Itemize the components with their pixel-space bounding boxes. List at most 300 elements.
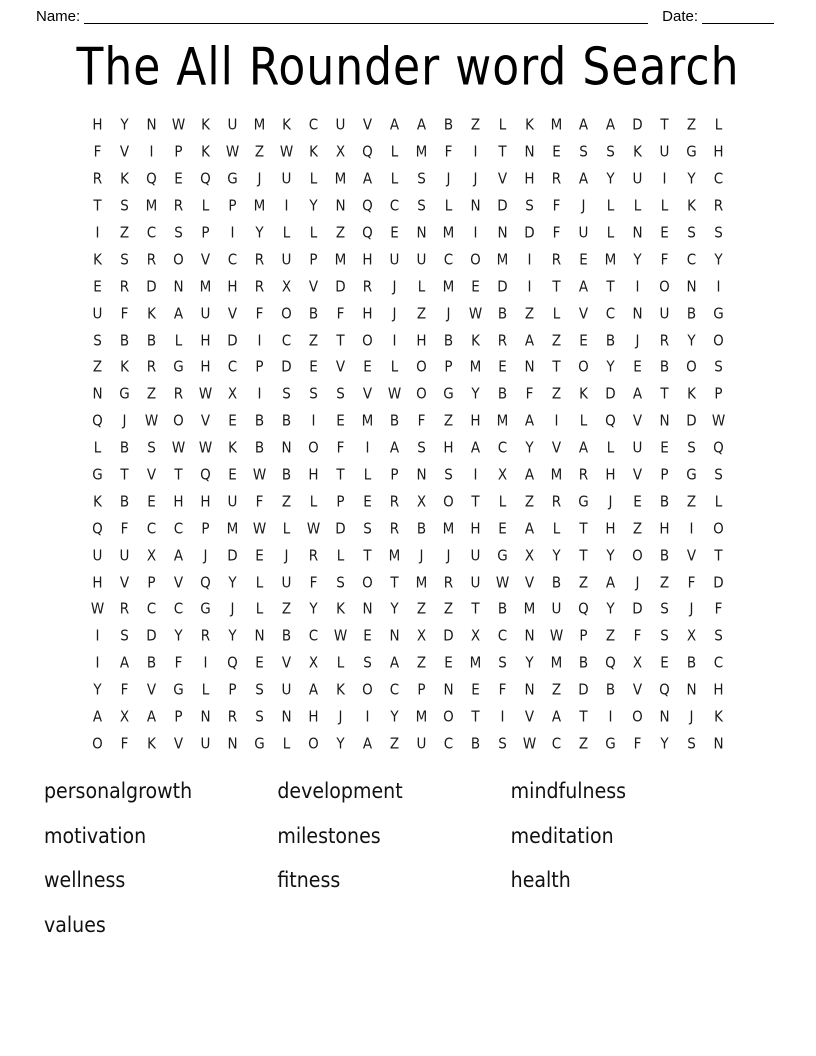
grid-letter[interactable]: H <box>470 412 481 431</box>
word-list-item[interactable]: wellness <box>44 868 126 893</box>
grid-letter[interactable]: O <box>308 734 319 753</box>
grid-letter[interactable]: M <box>550 466 563 484</box>
grid-letter[interactable]: B <box>470 734 481 753</box>
grid-letter[interactable]: S <box>363 654 372 673</box>
grid-letter[interactable]: L <box>606 197 615 216</box>
grid-letter[interactable]: G <box>686 466 697 484</box>
grid-letter[interactable]: V <box>632 412 643 431</box>
grid-letter[interactable]: Q <box>605 654 616 673</box>
grid-letter[interactable]: O <box>308 439 319 458</box>
grid-letter[interactable]: G <box>173 681 184 700</box>
grid-letter[interactable]: W <box>468 304 483 323</box>
word-list-item[interactable]: mindfulness <box>510 779 627 804</box>
grid-letter[interactable]: N <box>470 197 481 216</box>
grid-letter[interactable]: N <box>362 600 373 619</box>
grid-letter[interactable]: Y <box>390 708 399 726</box>
grid-letter[interactable]: S <box>660 600 669 619</box>
grid-letter[interactable]: Z <box>308 331 319 350</box>
grid-letter[interactable]: K <box>147 304 156 323</box>
grid-letter[interactable]: W <box>306 519 321 538</box>
grid-letter[interactable]: S <box>579 143 588 162</box>
grid-letter[interactable]: U <box>281 170 292 189</box>
grid-letter[interactable]: V <box>227 304 238 323</box>
grid-letter[interactable]: K <box>714 708 723 726</box>
grid-letter[interactable]: S <box>255 708 264 726</box>
grid-letter[interactable]: L <box>309 170 318 189</box>
grid-letter[interactable]: D <box>146 627 157 646</box>
grid-letter[interactable]: I <box>689 519 694 538</box>
grid-letter[interactable]: P <box>255 358 264 377</box>
grid-letter[interactable]: M <box>253 197 266 216</box>
grid-letter[interactable]: R <box>713 197 724 216</box>
grid-letter[interactable]: L <box>579 412 588 431</box>
grid-letter[interactable]: Q <box>659 681 670 700</box>
grid-letter[interactable]: I <box>716 277 721 296</box>
grid-letter[interactable]: D <box>335 277 346 296</box>
grid-letter[interactable]: P <box>579 627 588 646</box>
grid-letter[interactable]: H <box>470 519 481 538</box>
grid-letter[interactable]: V <box>686 546 697 565</box>
grid-letter[interactable]: B <box>281 627 292 646</box>
grid-letter[interactable]: E <box>471 681 480 700</box>
grid-letter[interactable]: Z <box>524 304 535 323</box>
grid-letter[interactable]: D <box>524 224 535 242</box>
grid-letter[interactable]: B <box>605 331 616 350</box>
grid-letter[interactable]: C <box>443 734 454 753</box>
grid-letter[interactable]: O <box>92 734 103 753</box>
grid-letter[interactable]: S <box>174 224 183 242</box>
grid-letter[interactable]: M <box>442 519 455 538</box>
grid-letter[interactable]: O <box>470 250 481 269</box>
grid-letter[interactable]: I <box>284 197 289 216</box>
grid-letter[interactable]: T <box>579 519 588 538</box>
grid-letter[interactable]: M <box>253 116 266 135</box>
grid-letter[interactable]: A <box>389 654 400 673</box>
grid-letter[interactable]: D <box>227 331 238 350</box>
grid-letter[interactable]: L <box>201 197 210 216</box>
grid-letter[interactable]: K <box>525 116 534 135</box>
grid-letter[interactable]: D <box>632 116 643 135</box>
grid-letter[interactable]: V <box>362 116 373 135</box>
grid-letter[interactable]: A <box>362 734 373 753</box>
grid-letter[interactable]: R <box>119 277 130 296</box>
grid-letter[interactable]: W <box>549 627 564 646</box>
grid-letter[interactable]: Z <box>443 600 454 619</box>
grid-letter[interactable]: R <box>578 466 589 484</box>
grid-letter[interactable]: Y <box>336 734 345 753</box>
grid-letter[interactable]: Q <box>605 412 616 431</box>
grid-letter[interactable]: I <box>95 224 100 242</box>
grid-letter[interactable]: A <box>173 304 184 323</box>
grid-letter[interactable]: T <box>579 708 588 726</box>
grid-letter[interactable]: O <box>632 546 643 565</box>
grid-letter[interactable]: Q <box>362 143 373 162</box>
grid-letter[interactable]: K <box>93 492 102 511</box>
grid-letter[interactable]: L <box>174 331 183 350</box>
grid-letter[interactable]: Z <box>659 573 670 592</box>
grid-letter[interactable]: S <box>687 734 696 753</box>
grid-letter[interactable]: W <box>252 519 267 538</box>
grid-letter[interactable]: N <box>254 627 265 646</box>
grid-letter[interactable]: N <box>227 734 238 753</box>
grid-letter[interactable]: S <box>444 466 453 484</box>
grid-letter[interactable]: U <box>578 224 589 242</box>
grid-letter[interactable]: V <box>281 654 292 673</box>
grid-letter[interactable]: J <box>446 170 451 189</box>
grid-letter[interactable]: V <box>200 250 211 269</box>
grid-letter[interactable]: H <box>308 708 319 726</box>
grid-letter[interactable]: I <box>473 224 478 242</box>
grid-letter[interactable]: M <box>469 654 482 673</box>
grid-letter[interactable]: Q <box>92 519 103 538</box>
grid-letter[interactable]: I <box>257 331 262 350</box>
grid-letter[interactable]: M <box>442 224 455 242</box>
grid-letter[interactable]: U <box>119 546 130 565</box>
grid-letter[interactable]: X <box>119 708 130 726</box>
grid-letter[interactable]: N <box>92 385 103 404</box>
grid-letter[interactable]: P <box>714 385 723 404</box>
grid-letter[interactable]: R <box>173 197 184 216</box>
grid-letter[interactable]: Z <box>335 224 346 242</box>
grid-letter[interactable]: I <box>230 224 235 242</box>
grid-letter[interactable]: W <box>225 143 240 162</box>
grid-letter[interactable]: Z <box>119 224 130 242</box>
grid-letter[interactable]: N <box>389 627 400 646</box>
grid-letter[interactable]: A <box>578 116 589 135</box>
grid-letter[interactable]: Y <box>309 197 318 216</box>
grid-letter[interactable]: C <box>173 600 184 619</box>
grid-letter[interactable]: J <box>392 277 397 296</box>
grid-letter[interactable]: E <box>660 224 669 242</box>
grid-letter[interactable]: A <box>632 385 643 404</box>
grid-letter[interactable]: J <box>635 573 640 592</box>
grid-letter[interactable]: E <box>228 412 237 431</box>
grid-letter[interactable]: G <box>119 385 130 404</box>
grid-letter[interactable]: A <box>524 412 535 431</box>
grid-letter[interactable]: B <box>497 600 508 619</box>
word-list-item[interactable]: health <box>510 868 571 893</box>
grid-letter[interactable]: A <box>92 708 103 726</box>
grid-letter[interactable]: M <box>415 573 428 592</box>
grid-letter[interactable]: B <box>146 331 157 350</box>
grid-letter[interactable]: F <box>552 224 561 242</box>
grid-letter[interactable]: B <box>686 654 697 673</box>
grid-letter[interactable]: K <box>336 681 345 700</box>
grid-letter[interactable]: W <box>198 439 213 458</box>
grid-letter[interactable]: I <box>635 277 640 296</box>
grid-letter[interactable]: T <box>660 116 669 135</box>
grid-letter[interactable]: E <box>633 358 642 377</box>
grid-letter[interactable]: B <box>443 331 454 350</box>
grid-letter[interactable]: H <box>200 331 211 350</box>
grid-letter[interactable]: J <box>257 170 262 189</box>
grid-letter[interactable]: O <box>416 385 427 404</box>
grid-letter[interactable]: U <box>389 250 400 269</box>
grid-letter[interactable]: P <box>660 466 669 484</box>
grid-letter[interactable]: O <box>362 331 373 350</box>
grid-letter[interactable]: N <box>416 224 427 242</box>
grid-letter[interactable]: E <box>498 358 507 377</box>
grid-letter[interactable]: S <box>417 170 426 189</box>
grid-letter[interactable]: I <box>311 412 316 431</box>
grid-letter[interactable]: B <box>443 116 454 135</box>
grid-letter[interactable]: I <box>365 708 370 726</box>
grid-letter[interactable]: R <box>200 627 211 646</box>
grid-letter[interactable]: K <box>93 250 102 269</box>
grid-letter[interactable]: U <box>416 734 427 753</box>
grid-letter[interactable]: U <box>281 250 292 269</box>
grid-letter[interactable]: J <box>608 492 613 511</box>
grid-letter[interactable]: Y <box>606 358 615 377</box>
grid-letter[interactable]: O <box>686 358 697 377</box>
grid-letter[interactable]: M <box>226 519 239 538</box>
grid-letter[interactable]: G <box>227 170 238 189</box>
grid-letter[interactable]: D <box>146 277 157 296</box>
word-list-item[interactable]: values <box>44 912 106 937</box>
grid-letter[interactable]: R <box>362 277 373 296</box>
grid-letter[interactable]: T <box>336 331 345 350</box>
grid-letter[interactable]: I <box>554 412 559 431</box>
grid-letter[interactable]: N <box>335 197 346 216</box>
date-input-line[interactable] <box>702 11 774 24</box>
grid-letter[interactable]: H <box>659 519 670 538</box>
grid-letter[interactable]: Y <box>606 170 615 189</box>
grid-letter[interactable]: F <box>336 304 345 323</box>
grid-letter[interactable]: L <box>390 358 399 377</box>
grid-letter[interactable]: M <box>415 143 428 162</box>
grid-letter[interactable]: S <box>714 466 723 484</box>
grid-letter[interactable]: V <box>173 734 184 753</box>
grid-letter[interactable]: V <box>146 466 157 484</box>
grid-letter[interactable]: H <box>200 358 211 377</box>
word-list-item[interactable]: personalgrowth <box>44 779 193 804</box>
grid-letter[interactable]: T <box>606 277 615 296</box>
grid-letter[interactable]: F <box>417 412 426 431</box>
grid-letter[interactable]: V <box>173 573 184 592</box>
grid-letter[interactable]: F <box>255 304 264 323</box>
grid-letter[interactable]: A <box>551 708 562 726</box>
grid-letter[interactable]: L <box>498 492 507 511</box>
grid-letter[interactable]: J <box>446 304 451 323</box>
grid-letter[interactable]: B <box>281 466 292 484</box>
grid-letter[interactable]: Y <box>390 600 399 619</box>
grid-letter[interactable]: S <box>498 654 507 673</box>
grid-letter[interactable]: V <box>146 681 157 700</box>
grid-letter[interactable]: L <box>633 197 642 216</box>
grid-letter[interactable]: C <box>227 250 238 269</box>
grid-letter[interactable]: Z <box>686 492 697 511</box>
grid-letter[interactable]: R <box>443 573 454 592</box>
grid-letter[interactable]: B <box>416 519 427 538</box>
grid-letter[interactable]: O <box>362 573 373 592</box>
grid-letter[interactable]: D <box>497 197 508 216</box>
grid-letter[interactable]: K <box>120 170 129 189</box>
grid-letter[interactable]: H <box>605 519 616 538</box>
grid-letter[interactable]: D <box>632 600 643 619</box>
grid-letter[interactable]: R <box>227 708 238 726</box>
grid-letter[interactable]: F <box>660 250 669 269</box>
grid-letter[interactable]: A <box>389 116 400 135</box>
grid-letter[interactable]: N <box>200 708 211 726</box>
grid-letter[interactable]: U <box>92 304 103 323</box>
grid-letter[interactable]: O <box>173 412 184 431</box>
grid-letter[interactable]: C <box>146 600 157 619</box>
grid-letter[interactable]: Y <box>714 250 723 269</box>
grid-letter[interactable]: M <box>604 250 617 269</box>
grid-letter[interactable]: X <box>146 546 157 565</box>
grid-letter[interactable]: O <box>281 304 292 323</box>
grid-letter[interactable]: E <box>471 277 480 296</box>
grid-letter[interactable]: K <box>687 385 696 404</box>
grid-letter[interactable]: G <box>578 492 589 511</box>
grid-letter[interactable]: R <box>389 519 400 538</box>
grid-letter[interactable]: I <box>608 708 613 726</box>
grid-letter[interactable]: W <box>252 466 267 484</box>
grid-letter[interactable]: P <box>336 492 345 511</box>
grid-letter[interactable]: E <box>93 277 102 296</box>
grid-letter[interactable]: A <box>524 519 535 538</box>
grid-letter[interactable]: V <box>632 681 643 700</box>
grid-letter[interactable]: U <box>659 304 670 323</box>
grid-letter[interactable]: E <box>579 250 588 269</box>
grid-letter[interactable]: F <box>120 304 129 323</box>
grid-letter[interactable]: N <box>659 412 670 431</box>
grid-letter[interactable]: I <box>473 466 478 484</box>
grid-letter[interactable]: S <box>714 224 723 242</box>
grid-letter[interactable]: X <box>281 277 292 296</box>
grid-letter[interactable]: G <box>686 143 697 162</box>
grid-letter[interactable]: U <box>92 546 103 565</box>
grid-letter[interactable]: H <box>308 466 319 484</box>
grid-letter[interactable]: T <box>579 546 588 565</box>
grid-letter[interactable]: T <box>174 466 183 484</box>
grid-letter[interactable]: F <box>633 627 642 646</box>
grid-letter[interactable]: S <box>120 250 129 269</box>
grid-letter[interactable]: Z <box>416 600 427 619</box>
grid-letter[interactable]: Y <box>228 627 237 646</box>
grid-letter[interactable]: L <box>606 439 615 458</box>
grid-letter[interactable]: M <box>442 277 455 296</box>
grid-letter[interactable]: F <box>498 681 507 700</box>
grid-letter[interactable]: V <box>551 439 562 458</box>
grid-letter[interactable]: J <box>446 546 451 565</box>
grid-letter[interactable]: Y <box>255 224 264 242</box>
grid-letter[interactable]: V <box>119 143 130 162</box>
grid-letter[interactable]: L <box>336 546 345 565</box>
grid-letter[interactable]: A <box>389 439 400 458</box>
grid-letter[interactable]: P <box>444 358 453 377</box>
grid-letter[interactable]: V <box>524 573 535 592</box>
grid-letter[interactable]: C <box>497 439 508 458</box>
grid-letter[interactable]: V <box>524 708 535 726</box>
grid-letter[interactable]: T <box>390 573 399 592</box>
grid-letter[interactable]: S <box>606 143 615 162</box>
grid-letter[interactable]: F <box>120 681 129 700</box>
grid-letter[interactable]: C <box>605 304 616 323</box>
grid-letter[interactable]: B <box>254 412 265 431</box>
grid-letter[interactable]: N <box>146 116 157 135</box>
grid-letter[interactable]: N <box>524 627 535 646</box>
grid-letter[interactable]: C <box>389 681 400 700</box>
grid-letter[interactable]: B <box>281 412 292 431</box>
grid-letter[interactable]: T <box>471 600 480 619</box>
grid-letter[interactable]: Y <box>525 439 534 458</box>
grid-letter[interactable]: Q <box>578 600 589 619</box>
grid-letter[interactable]: J <box>284 546 289 565</box>
grid-letter[interactable]: B <box>605 681 616 700</box>
grid-letter[interactable]: O <box>416 358 427 377</box>
grid-letter[interactable]: S <box>336 385 345 404</box>
grid-letter[interactable]: K <box>579 385 588 404</box>
grid-letter[interactable]: U <box>416 250 427 269</box>
grid-letter[interactable]: I <box>257 385 262 404</box>
grid-letter[interactable]: L <box>282 519 291 538</box>
grid-letter[interactable]: N <box>524 143 535 162</box>
grid-letter[interactable]: G <box>605 734 616 753</box>
grid-letter[interactable]: O <box>632 708 643 726</box>
grid-letter[interactable]: M <box>199 277 212 296</box>
grid-letter[interactable]: B <box>659 492 670 511</box>
grid-letter[interactable]: K <box>471 331 480 350</box>
grid-letter[interactable]: Q <box>227 654 238 673</box>
grid-letter[interactable]: P <box>417 681 426 700</box>
grid-letter[interactable]: Y <box>660 734 669 753</box>
grid-letter[interactable]: F <box>174 654 183 673</box>
grid-letter[interactable]: B <box>497 304 508 323</box>
grid-letter[interactable]: S <box>255 681 264 700</box>
grid-letter[interactable]: U <box>551 600 562 619</box>
grid-letter[interactable]: L <box>498 116 507 135</box>
grid-letter[interactable]: L <box>309 224 318 242</box>
grid-letter[interactable]: Z <box>281 600 292 619</box>
grid-letter[interactable]: A <box>605 573 616 592</box>
grid-letter[interactable]: S <box>525 197 534 216</box>
grid-letter[interactable]: Z <box>281 492 292 511</box>
grid-letter[interactable]: H <box>713 681 724 700</box>
grid-letter[interactable]: B <box>146 654 157 673</box>
grid-letter[interactable]: Q <box>92 412 103 431</box>
grid-letter[interactable]: I <box>527 250 532 269</box>
grid-letter[interactable]: C <box>443 250 454 269</box>
grid-letter[interactable]: L <box>336 654 345 673</box>
grid-letter[interactable]: U <box>281 681 292 700</box>
grid-letter[interactable]: T <box>660 385 669 404</box>
grid-letter[interactable]: K <box>336 600 345 619</box>
grid-letter[interactable]: X <box>227 385 238 404</box>
grid-letter[interactable]: Y <box>471 385 480 404</box>
grid-letter[interactable]: F <box>444 143 453 162</box>
grid-letter[interactable]: J <box>122 412 127 431</box>
grid-letter[interactable]: J <box>635 331 640 350</box>
grid-letter[interactable]: V <box>632 466 643 484</box>
grid-letter[interactable]: Z <box>551 385 562 404</box>
grid-letter[interactable]: L <box>255 573 264 592</box>
grid-letter[interactable]: W <box>171 116 186 135</box>
grid-letter[interactable]: U <box>227 116 238 135</box>
grid-letter[interactable]: S <box>687 439 696 458</box>
grid-letter[interactable]: V <box>497 170 508 189</box>
grid-letter[interactable]: C <box>146 519 157 538</box>
grid-letter[interactable]: I <box>95 654 100 673</box>
grid-letter[interactable]: D <box>713 573 724 592</box>
grid-letter[interactable]: J <box>392 304 397 323</box>
grid-letter[interactable]: N <box>632 224 643 242</box>
grid-letter[interactable]: C <box>713 170 724 189</box>
grid-letter[interactable]: Y <box>174 627 183 646</box>
grid-letter[interactable]: L <box>282 224 291 242</box>
grid-letter[interactable]: F <box>93 143 102 162</box>
grid-letter[interactable]: C <box>281 331 292 350</box>
